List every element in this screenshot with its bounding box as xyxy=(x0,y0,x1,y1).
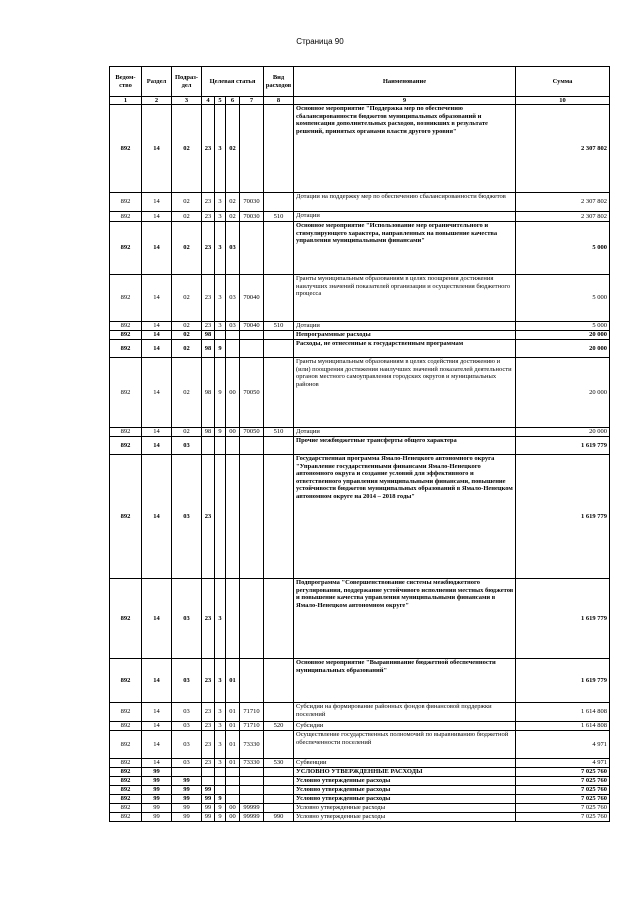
vedomstvo-cell: 892 xyxy=(110,768,142,777)
target-subprogram-cell: 3 xyxy=(215,579,226,659)
name-cell: Субсидии xyxy=(294,722,516,731)
target-subprogram-cell: 3 xyxy=(215,322,226,331)
name-cell: Субвенции xyxy=(294,759,516,768)
name-cell: Основное мероприятие "Выравнивание бюджетной обеспеченности муниципальных образований" xyxy=(294,659,516,703)
target-program-cell: 23 xyxy=(202,322,215,331)
sum-cell: 20 000 xyxy=(516,358,610,428)
target-direction-cell: 70050 xyxy=(240,428,264,437)
target-subprogram-cell: 3 xyxy=(215,759,226,768)
razdel-cell: 14 xyxy=(142,105,172,193)
target-direction-cell xyxy=(240,659,264,703)
target-direction-cell xyxy=(240,455,264,579)
target-event-cell: 02 xyxy=(226,193,240,212)
podrazdel-cell: 02 xyxy=(172,331,202,340)
table-row xyxy=(110,331,610,340)
column-number: 8 xyxy=(264,97,294,105)
expense-type-cell: 510 xyxy=(264,212,294,222)
sum-cell: 4 971 xyxy=(516,731,610,759)
target-program-cell: 23 xyxy=(202,722,215,731)
name-cell: Гранты муниципальным образованиям в целях содействия достижению и (или) поощрения достижения наилучших значений показателей деятельности органов местного самоуправления городских округов и муниципальных районов xyxy=(294,358,516,428)
target-subprogram-cell: 3 xyxy=(215,275,226,322)
target-event-cell: 01 xyxy=(226,722,240,731)
podrazdel-cell: 02 xyxy=(172,358,202,428)
razdel-cell: 14 xyxy=(142,731,172,759)
table-row xyxy=(110,105,610,193)
table-row xyxy=(110,437,610,455)
target-event-cell: 02 xyxy=(226,212,240,222)
razdel-cell: 99 xyxy=(142,768,172,777)
target-subprogram-cell xyxy=(215,331,226,340)
target-subprogram-cell xyxy=(215,786,226,795)
name-cell: Дотации xyxy=(294,428,516,437)
target-program-cell: 98 xyxy=(202,340,215,358)
razdel-cell: 14 xyxy=(142,193,172,212)
target-event-cell: 03 xyxy=(226,275,240,322)
vedomstvo-cell: 892 xyxy=(110,722,142,731)
column-number: 1 xyxy=(110,97,142,105)
sum-cell: 7 025 760 xyxy=(516,768,610,777)
column-number: 10 xyxy=(516,97,610,105)
sum-cell: 20 000 xyxy=(516,340,610,358)
expense-type-cell xyxy=(264,659,294,703)
target-program-cell: 23 xyxy=(202,659,215,703)
table-row xyxy=(110,222,610,275)
target-subprogram-cell xyxy=(215,455,226,579)
sum-cell: 1 619 779 xyxy=(516,659,610,703)
vedomstvo-cell: 892 xyxy=(110,212,142,222)
target-program-cell: 98 xyxy=(202,428,215,437)
column-number: 6 xyxy=(226,97,240,105)
vedomstvo-cell: 892 xyxy=(110,579,142,659)
target-subprogram-cell: 9 xyxy=(215,358,226,428)
podrazdel-cell: 02 xyxy=(172,105,202,193)
vedomstvo-cell: 892 xyxy=(110,222,142,275)
target-event-cell: 03 xyxy=(226,222,240,275)
podrazdel-cell: 99 xyxy=(172,786,202,795)
table-row xyxy=(110,795,610,804)
vedomstvo-cell: 892 xyxy=(110,659,142,703)
header-podrazdel: Подраз-дел xyxy=(172,67,202,97)
target-direction-cell xyxy=(240,437,264,455)
razdel-cell: 99 xyxy=(142,804,172,813)
razdel-cell: 14 xyxy=(142,703,172,722)
name-cell: Дотации xyxy=(294,212,516,222)
vedomstvo-cell: 892 xyxy=(110,703,142,722)
name-cell: Условно утвержденные расходы xyxy=(294,795,516,804)
target-subprogram-cell: 9 xyxy=(215,428,226,437)
target-subprogram-cell: 3 xyxy=(215,105,226,193)
target-event-cell: 01 xyxy=(226,731,240,759)
vedomstvo-cell: 892 xyxy=(110,731,142,759)
name-cell: УСЛОВНО УТВЕРЖДЕННЫЕ РАСХОДЫ xyxy=(294,768,516,777)
expense-type-cell xyxy=(264,786,294,795)
expense-type-cell: 990 xyxy=(264,813,294,822)
vedomstvo-cell: 892 xyxy=(110,105,142,193)
target-program-cell xyxy=(202,777,215,786)
header-naimenovanie: Наименование xyxy=(294,67,516,97)
target-subprogram-cell xyxy=(215,777,226,786)
target-subprogram-cell: 3 xyxy=(215,722,226,731)
sum-cell: 7 025 760 xyxy=(516,795,610,804)
target-program-cell: 98 xyxy=(202,358,215,428)
target-event-cell: 01 xyxy=(226,703,240,722)
name-cell: Подпрограмма "Совершенствование системы межбюджетного регулирования, поддержание устойчивого исполнения местных бюджетов и повышение качества управления муниципальными финансами в Ямало-Ненецком автономном округе" xyxy=(294,579,516,659)
table-row xyxy=(110,275,610,322)
razdel-cell: 14 xyxy=(142,759,172,768)
target-event-cell xyxy=(226,777,240,786)
target-program-cell: 99 xyxy=(202,804,215,813)
table-row xyxy=(110,731,610,759)
razdel-cell: 14 xyxy=(142,437,172,455)
target-direction-cell: 70040 xyxy=(240,275,264,322)
sum-cell: 20 000 xyxy=(516,331,610,340)
target-event-cell xyxy=(226,768,240,777)
razdel-cell: 14 xyxy=(142,659,172,703)
target-subprogram-cell: 9 xyxy=(215,813,226,822)
table-row xyxy=(110,358,610,428)
target-direction-cell xyxy=(240,105,264,193)
razdel-cell: 99 xyxy=(142,795,172,804)
target-subprogram-cell xyxy=(215,768,226,777)
razdel-cell: 14 xyxy=(142,340,172,358)
table-row xyxy=(110,768,610,777)
podrazdel-cell: 99 xyxy=(172,795,202,804)
name-cell: Дотации xyxy=(294,322,516,331)
podrazdel-cell: 02 xyxy=(172,428,202,437)
target-event-cell: 03 xyxy=(226,322,240,331)
vedomstvo-cell: 892 xyxy=(110,331,142,340)
sum-cell: 1 619 779 xyxy=(516,579,610,659)
razdel-cell: 14 xyxy=(142,331,172,340)
target-direction-cell: 70050 xyxy=(240,358,264,428)
table-row xyxy=(110,212,610,222)
expense-type-cell xyxy=(264,777,294,786)
expense-type-cell: 520 xyxy=(264,722,294,731)
target-direction-cell: 73330 xyxy=(240,759,264,768)
podrazdel-cell: 03 xyxy=(172,722,202,731)
target-direction-cell: 70040 xyxy=(240,322,264,331)
sum-cell: 1 614 808 xyxy=(516,703,610,722)
podrazdel-cell: 03 xyxy=(172,759,202,768)
target-program-cell: 23 xyxy=(202,105,215,193)
target-program-cell: 23 xyxy=(202,731,215,759)
column-number: 4 xyxy=(202,97,215,105)
podrazdel-cell xyxy=(172,768,202,777)
name-cell: Основное мероприятие "Использование мер ограничительного и стимулирующего характера, направленных на повышение качества управления муниципальными финансами" xyxy=(294,222,516,275)
target-program-cell: 99 xyxy=(202,795,215,804)
target-direction-cell xyxy=(240,340,264,358)
expense-type-cell xyxy=(264,193,294,212)
header-vid-raskhodov: Вид расходов xyxy=(264,67,294,97)
target-program-cell xyxy=(202,437,215,455)
podrazdel-cell: 03 xyxy=(172,731,202,759)
target-event-cell: 00 xyxy=(226,358,240,428)
podrazdel-cell: 99 xyxy=(172,777,202,786)
target-program-cell: 98 xyxy=(202,331,215,340)
podrazdel-cell: 02 xyxy=(172,275,202,322)
vedomstvo-cell: 892 xyxy=(110,193,142,212)
razdel-cell: 14 xyxy=(142,428,172,437)
target-event-cell xyxy=(226,340,240,358)
target-event-cell: 01 xyxy=(226,759,240,768)
target-event-cell xyxy=(226,437,240,455)
target-program-cell: 23 xyxy=(202,275,215,322)
table-body xyxy=(110,105,610,822)
target-event-cell: 01 xyxy=(226,659,240,703)
target-subprogram-cell: 3 xyxy=(215,193,226,212)
target-subprogram-cell: 9 xyxy=(215,804,226,813)
vedomstvo-cell: 892 xyxy=(110,813,142,822)
razdel-cell: 14 xyxy=(142,455,172,579)
target-direction-cell xyxy=(240,222,264,275)
sum-cell: 7 025 760 xyxy=(516,786,610,795)
table-row xyxy=(110,786,610,795)
table-row xyxy=(110,579,610,659)
expense-type-cell xyxy=(264,731,294,759)
sum-cell: 2 307 802 xyxy=(516,193,610,212)
column-number: 3 xyxy=(172,97,202,105)
expense-type-cell xyxy=(264,437,294,455)
razdel-cell: 14 xyxy=(142,322,172,331)
target-direction-cell xyxy=(240,579,264,659)
sum-cell: 7 025 760 xyxy=(516,777,610,786)
vedomstvo-cell: 892 xyxy=(110,428,142,437)
expense-type-cell xyxy=(264,579,294,659)
table-row xyxy=(110,455,610,579)
name-cell: Непрограммные расходы xyxy=(294,331,516,340)
target-program-cell xyxy=(202,768,215,777)
podrazdel-cell: 02 xyxy=(172,322,202,331)
page-title: Страница 90 xyxy=(296,37,344,46)
target-event-cell xyxy=(226,579,240,659)
target-subprogram-cell: 3 xyxy=(215,212,226,222)
expense-type-cell xyxy=(264,795,294,804)
target-direction-cell xyxy=(240,795,264,804)
target-direction-cell: 71710 xyxy=(240,722,264,731)
target-subprogram-cell: 3 xyxy=(215,659,226,703)
expense-type-cell xyxy=(264,105,294,193)
target-direction-cell xyxy=(240,786,264,795)
vedomstvo-cell: 892 xyxy=(110,455,142,579)
vedomstvo-cell: 892 xyxy=(110,322,142,331)
target-direction-cell xyxy=(240,331,264,340)
razdel-cell: 99 xyxy=(142,777,172,786)
column-number: 2 xyxy=(142,97,172,105)
expense-type-cell xyxy=(264,703,294,722)
podrazdel-cell: 03 xyxy=(172,579,202,659)
table-row xyxy=(110,659,610,703)
expense-type-cell: 510 xyxy=(264,322,294,331)
target-direction-cell: 73330 xyxy=(240,731,264,759)
table-row xyxy=(110,722,610,731)
target-event-cell: 00 xyxy=(226,428,240,437)
target-direction-cell xyxy=(240,777,264,786)
expense-type-cell xyxy=(264,340,294,358)
vedomstvo-cell: 892 xyxy=(110,275,142,322)
razdel-cell: 14 xyxy=(142,579,172,659)
vedomstvo-cell: 892 xyxy=(110,340,142,358)
sum-cell: 4 971 xyxy=(516,759,610,768)
target-event-cell: 02 xyxy=(226,105,240,193)
razdel-cell: 99 xyxy=(142,786,172,795)
expense-type-cell xyxy=(264,358,294,428)
target-event-cell xyxy=(226,795,240,804)
expense-type-cell xyxy=(264,331,294,340)
table-row xyxy=(110,428,610,437)
column-number: 7 xyxy=(240,97,264,105)
name-cell: Условно утвержденные расходы xyxy=(294,813,516,822)
vedomstvo-cell: 892 xyxy=(110,777,142,786)
target-subprogram-cell: 3 xyxy=(215,222,226,275)
expense-type-cell xyxy=(264,275,294,322)
target-event-cell: 00 xyxy=(226,804,240,813)
expense-type-cell xyxy=(264,768,294,777)
podrazdel-cell: 03 xyxy=(172,703,202,722)
razdel-cell: 14 xyxy=(142,275,172,322)
table-row xyxy=(110,322,610,331)
name-cell: Расходы, не отнесенные к государственным программам xyxy=(294,340,516,358)
target-program-cell: 99 xyxy=(202,813,215,822)
name-cell: Основное мероприятие "Поддержка мер по обеспечению сбалансированности бюджетов муниципальных образований и компенсация дополнительных расходов, возникших в результате решений, принятых органами власти другого уровня" xyxy=(294,105,516,193)
expense-type-cell: 530 xyxy=(264,759,294,768)
target-direction-cell: 70030 xyxy=(240,193,264,212)
expense-type-cell xyxy=(264,804,294,813)
target-subprogram-cell: 9 xyxy=(215,340,226,358)
target-program-cell: 23 xyxy=(202,759,215,768)
vedomstvo-cell: 892 xyxy=(110,804,142,813)
razdel-cell: 14 xyxy=(142,222,172,275)
sum-cell: 7 025 760 xyxy=(516,804,610,813)
sum-cell: 5 000 xyxy=(516,322,610,331)
table-row xyxy=(110,703,610,722)
name-cell: Осуществление государственных полномочий по выравниванию бюджетной обеспеченности поселений xyxy=(294,731,516,759)
header-vedomstvo: Ведом-ство xyxy=(110,67,142,97)
expense-type-cell xyxy=(264,222,294,275)
target-event-cell: 00 xyxy=(226,813,240,822)
vedomstvo-cell: 892 xyxy=(110,759,142,768)
target-program-cell: 99 xyxy=(202,786,215,795)
name-cell: Условно утвержденные расходы xyxy=(294,786,516,795)
expense-type-cell xyxy=(264,455,294,579)
sum-cell: 20 000 xyxy=(516,428,610,437)
name-cell: Гранты муниципальным образованиям в целях поощрения достижения наилучших значений показателей организации и осуществления бюджетного процесса xyxy=(294,275,516,322)
podrazdel-cell: 99 xyxy=(172,813,202,822)
target-subprogram-cell: 3 xyxy=(215,703,226,722)
sum-cell: 2 307 802 xyxy=(516,105,610,193)
podrazdel-cell: 99 xyxy=(172,804,202,813)
header-razdel: Раздел xyxy=(142,67,172,97)
target-direction-cell: 71710 xyxy=(240,703,264,722)
target-direction-cell: 70030 xyxy=(240,212,264,222)
table-row xyxy=(110,193,610,212)
target-subprogram-cell: 3 xyxy=(215,731,226,759)
sum-cell: 5 000 xyxy=(516,222,610,275)
podrazdel-cell: 03 xyxy=(172,437,202,455)
header-summa: Сумма xyxy=(516,67,610,97)
table-row xyxy=(110,777,610,786)
target-program-cell: 23 xyxy=(202,579,215,659)
header-tselevaya-statya: Целевая статья xyxy=(202,67,264,97)
target-program-cell: 23 xyxy=(202,455,215,579)
target-program-cell: 23 xyxy=(202,222,215,275)
table-row xyxy=(110,340,610,358)
target-subprogram-cell: 9 xyxy=(215,795,226,804)
table-row xyxy=(110,804,610,813)
target-event-cell xyxy=(226,331,240,340)
podrazdel-cell: 02 xyxy=(172,212,202,222)
target-direction-cell: 99999 xyxy=(240,804,264,813)
target-program-cell: 23 xyxy=(202,212,215,222)
razdel-cell: 99 xyxy=(142,813,172,822)
target-program-cell: 23 xyxy=(202,703,215,722)
podrazdel-cell: 02 xyxy=(172,193,202,212)
name-cell: Государственная программа Ямало-Ненецкого автономного округа "Управление государственными финансами Ямало-Ненецкого автономного округа и создание условий для эффективного и ответственного управления муниципальными финансами, повышение устойчивости бюджетов муниципальных образований в Ямало-Ненецком автономном округе на 2014 – 2018 годы" xyxy=(294,455,516,579)
header-row xyxy=(110,67,610,97)
target-event-cell xyxy=(226,455,240,579)
column-number-row xyxy=(110,97,610,105)
vedomstvo-cell: 892 xyxy=(110,437,142,455)
target-event-cell xyxy=(226,786,240,795)
target-direction-cell: 99999 xyxy=(240,813,264,822)
vedomstvo-cell: 892 xyxy=(110,358,142,428)
target-direction-cell xyxy=(240,768,264,777)
column-number: 5 xyxy=(215,97,226,105)
razdel-cell: 14 xyxy=(142,722,172,731)
column-number: 9 xyxy=(294,97,516,105)
name-cell: Дотации на поддержку мер по обеспечению сбалансированности бюджетов xyxy=(294,193,516,212)
podrazdel-cell: 03 xyxy=(172,455,202,579)
sum-cell: 7 025 760 xyxy=(516,813,610,822)
target-subprogram-cell xyxy=(215,437,226,455)
vedomstvo-cell: 892 xyxy=(110,786,142,795)
name-cell: Прочие межбюджетные трансферты общего характера xyxy=(294,437,516,455)
sum-cell: 2 307 802 xyxy=(516,212,610,222)
table-row xyxy=(110,813,610,822)
name-cell: Условно утвержденные расходы xyxy=(294,804,516,813)
sum-cell: 1 614 808 xyxy=(516,722,610,731)
sum-cell: 5 000 xyxy=(516,275,610,322)
name-cell: Условно утвержденные расходы xyxy=(294,777,516,786)
sum-cell: 1 619 779 xyxy=(516,437,610,455)
name-cell: Субсидии на формирование районных фондов финансовой поддержки поселений xyxy=(294,703,516,722)
podrazdel-cell: 03 xyxy=(172,659,202,703)
podrazdel-cell: 02 xyxy=(172,222,202,275)
podrazdel-cell: 02 xyxy=(172,340,202,358)
target-program-cell: 23 xyxy=(202,193,215,212)
table-row xyxy=(110,759,610,768)
razdel-cell: 14 xyxy=(142,358,172,428)
expense-type-cell: 510 xyxy=(264,428,294,437)
budget-table xyxy=(109,66,610,822)
razdel-cell: 14 xyxy=(142,212,172,222)
vedomstvo-cell: 892 xyxy=(110,795,142,804)
sum-cell: 1 619 779 xyxy=(516,455,610,579)
